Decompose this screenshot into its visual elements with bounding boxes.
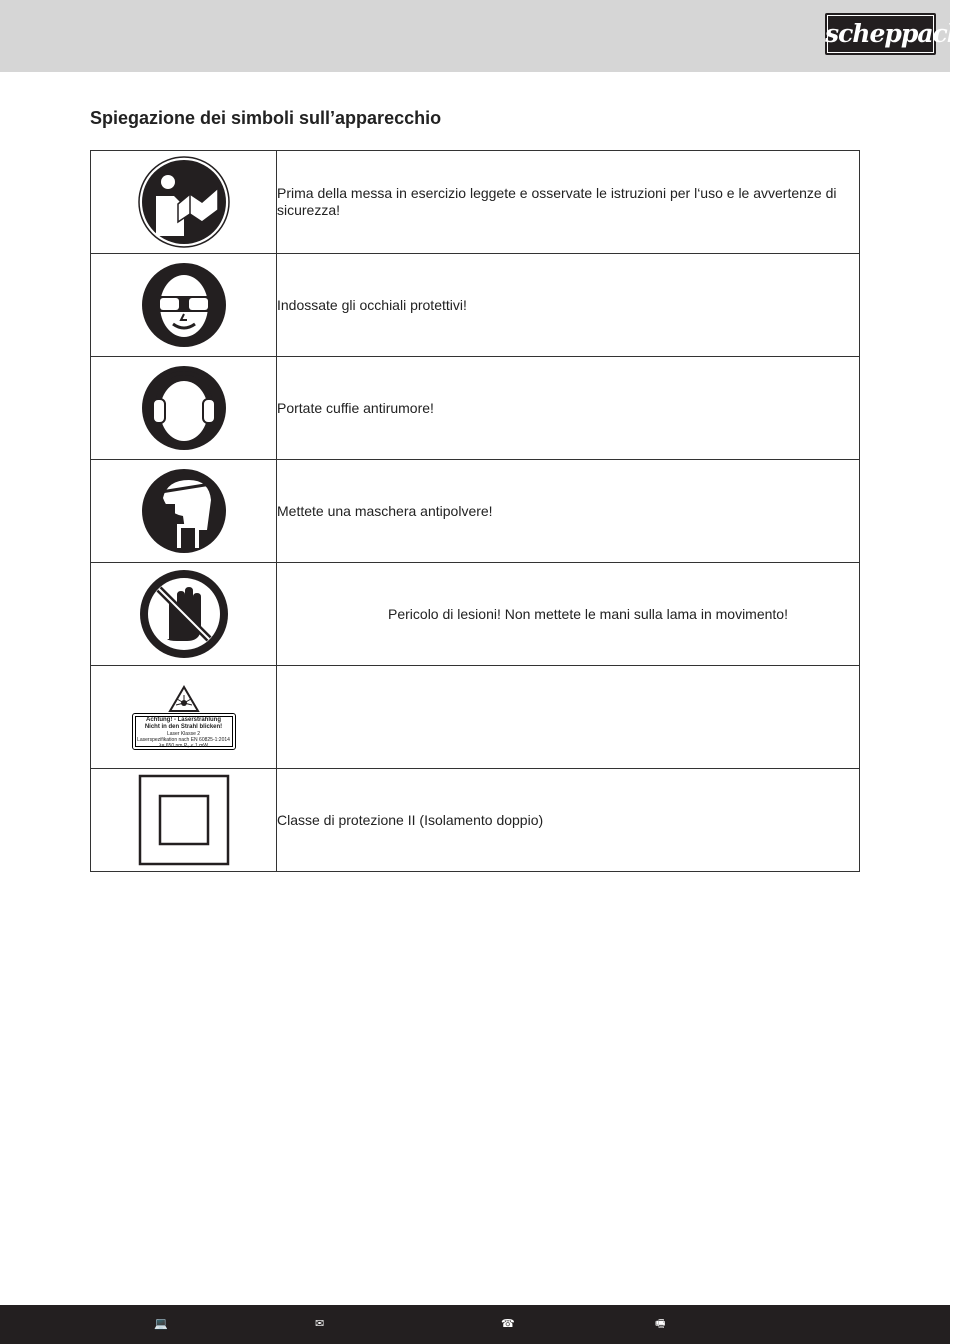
laser-label-line: Achtung! - Laserstrahlung	[145, 716, 221, 723]
laser-label-line: Laserspezifikation nach EN 60825-1:2014	[137, 736, 230, 743]
scheppach-logo: scheppach	[825, 13, 936, 55]
table-row	[91, 254, 860, 357]
laser-warning-icon	[91, 685, 276, 750]
safety-goggles-icon	[141, 262, 227, 348]
symbols-table	[90, 150, 860, 872]
table-row	[91, 769, 860, 872]
laser-label	[132, 713, 236, 750]
symbol-description: Prima della messa in esercizio leggete e osservate le istruzioni per l‘uso e le avvertenze di sicurezza!	[277, 151, 860, 254]
laser-triangle-icon	[168, 685, 200, 713]
table-row	[91, 666, 860, 769]
page-header	[0, 0, 964, 72]
symbol-description	[277, 666, 860, 769]
read-manual-icon	[138, 156, 230, 248]
no-hands-icon	[139, 569, 229, 659]
dust-mask-icon	[141, 468, 227, 554]
table-row	[91, 460, 860, 563]
symbol-description: Classe di protezione II (Isolamento doppio)	[277, 769, 860, 872]
protection-class-2-icon	[138, 774, 230, 866]
fax-icon: 🖷	[655, 1318, 666, 1330]
table-row	[91, 151, 860, 254]
laser-label-line: Laser Klasse 2	[166, 730, 201, 737]
symbol-description: Portate cuffie antirumore!	[277, 357, 860, 460]
ear-protection-icon	[141, 365, 227, 451]
symbol-description: Mettete una maschera antipolvere!	[277, 460, 860, 563]
mail-icon: ✉	[315, 1318, 325, 1330]
page-title: Spiegazione dei simboli sull’apparecchio	[90, 108, 442, 128]
phone-icon: ☎	[501, 1318, 515, 1330]
symbol-description: Indossate gli occhiali protettivi!	[277, 254, 860, 357]
page-footer	[0, 1305, 950, 1344]
symbol-description: Pericolo di lesioni! Non mettete le mani sulla lama in movimento!	[277, 563, 860, 666]
laser-label-line: λ= 650 nm P₀ < 1 mW	[158, 742, 209, 749]
table-row	[91, 563, 860, 666]
laser-label-line: Nicht in den Strahl blicken!	[144, 723, 223, 730]
computer-icon: 💻	[154, 1318, 168, 1330]
table-row	[91, 357, 860, 460]
